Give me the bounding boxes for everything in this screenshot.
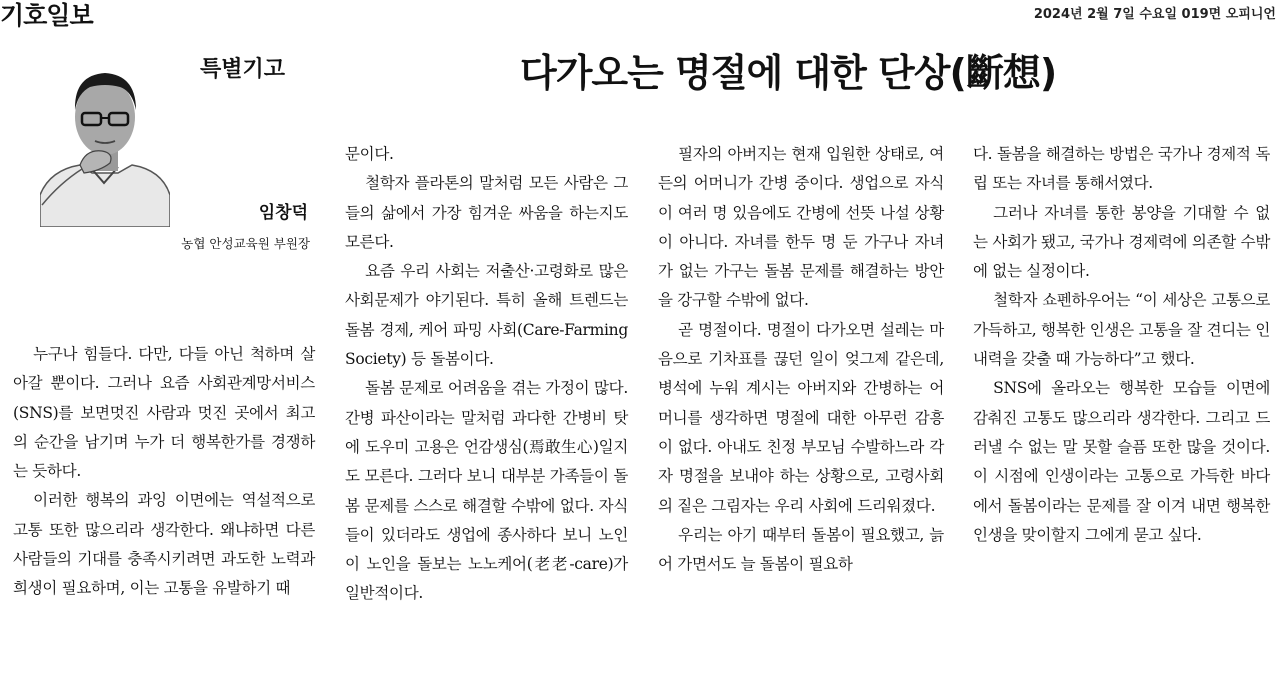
paragraph: 돌봄 문제로 어려움을 겪는 가정이 많다. 간병 파산이라는 말처럼 과다한 간병비 탓에 도우미 고용은 언감생심(焉敢生心)일지도 모른다. 그러다 보니 대부분 가족들이 돌봄 문제를 스스로 해결할 수밖에 없다. 자식들이 있더라도 생업에 종사하다 보니 노인이 노인을 돌보는 노노케어(老老-care)가 일반적이다. bbox=[345, 379, 628, 603]
paragraph: 다. 돌봄을 해결하는 방법은 국가나 경제적 독립 또는 자녀를 통해서였다. bbox=[973, 145, 1270, 193]
paragraph: 철학자 플라톤의 말처럼 모든 사람은 그들의 삶에서 가장 힘겨운 싸움을 하는지도 모른다. bbox=[345, 174, 628, 251]
author-title: 농협 안성교육원 부원장 bbox=[181, 236, 310, 251]
paragraph: 문이다. bbox=[345, 145, 394, 163]
section-kicker: 특별기고 bbox=[200, 57, 286, 82]
paragraph: 철학자 쇼펜하우어는 “이 세상은 고통으로 가득하고, 행복한 인생은 고통을 잘 견디는 인내력을 갖출 때 가능하다”고 했다. bbox=[973, 291, 1270, 369]
paragraph: SNS에 올라오는 행복한 모습들 이면에 감춰진 고통도 많으리라 생각한다. 그리고 드러낼 수 없는 말 못할 슬픔 또한 많을 것이다. 이 시점에 인생이라는 고통으로 가득한 바다에서 돌봄이라는 문제를 잘 이겨 내면 행복한 인생을 맞이할지 그에게 묻고 싶다. bbox=[973, 379, 1270, 544]
paragraph: 필자의 아버지는 현재 입원한 상태로, 여든의 어머니가 간병 중이다. 생업으로 자식이 여러 명 있음에도 간병에 선뜻 나설 상황이 아니다. 자녀를 한두 명 둔 가구나 자녀가 없는 가구는 돌봄 문제를 해결하는 방안을 강구할 수밖에 없다. bbox=[658, 145, 944, 310]
article-column-1 bbox=[13, 340, 315, 604]
paragraph: 우리는 아기 때부터 돌봄이 필요했고, 늙어 가면서도 늘 돌봄이 필요하 bbox=[658, 525, 944, 574]
article-column-4 bbox=[973, 140, 1270, 550]
paragraph: 이러한 행복의 과잉 이면에는 역설적으로 고통 또한 많으리라 생각한다. 왜냐하면 다른 사람들의 기대를 충족시키려면 과도한 노력과 희생이 필요하며, 이는 고통을 유발하기 때 bbox=[13, 491, 315, 598]
author-name: 임창덕 bbox=[258, 203, 308, 223]
paragraph: 요즘 우리 사회는 저출산·고령화로 많은 사회문제가 야기된다. 특히 올해 트렌드는 돌봄 경제, 케어 파밍 사회(Care-Farming Society) 등 돌봄이다. bbox=[345, 262, 628, 369]
article-column-3 bbox=[658, 140, 944, 579]
paragraph: 그러나 자녀를 통한 봉양을 기대할 수 없는 사회가 됐고, 국가나 경제력에 의존할 수밖에 없는 실정이다. bbox=[973, 203, 1270, 281]
dateline: 2024년 2월 7일 수요일 019면 오피니언 bbox=[1033, 7, 1276, 22]
paragraph: 누구나 힘들다. 다만, 다들 아닌 척하며 살아갈 뿐이다. 그러나 요즘 사회관계망서비스(SNS)를 보면멋진 사람과 멋진 곳에서 최고의 순간을 남기며 누가 더 행복한가를 경쟁하는 듯하다. bbox=[13, 345, 315, 481]
headline: 다가오는 명절에 대한 단상(斷想) bbox=[520, 51, 1057, 95]
masthead bbox=[0, 0, 1280, 28]
article-column-2 bbox=[345, 140, 628, 609]
newspaper-logo: 기호일보 bbox=[0, 1, 93, 30]
paragraph: 곧 명절이다. 명절이 다가오면 설레는 마음으로 기차표를 끊던 일이 엊그제 같은데, 병석에 누워 계시는 아버지와 간병하는 어머니를 생각하면 명절에 대한 아무런 감흥이 없다. 아내도 친정 부모님 수발하느라 각자 명절을 보내야 하는 상황으로, 고령사회의 짙은 그림자는 우리 사회에 드리워졌다. bbox=[658, 320, 944, 515]
author-portrait bbox=[40, 55, 170, 227]
author-portrait-image bbox=[40, 55, 170, 227]
